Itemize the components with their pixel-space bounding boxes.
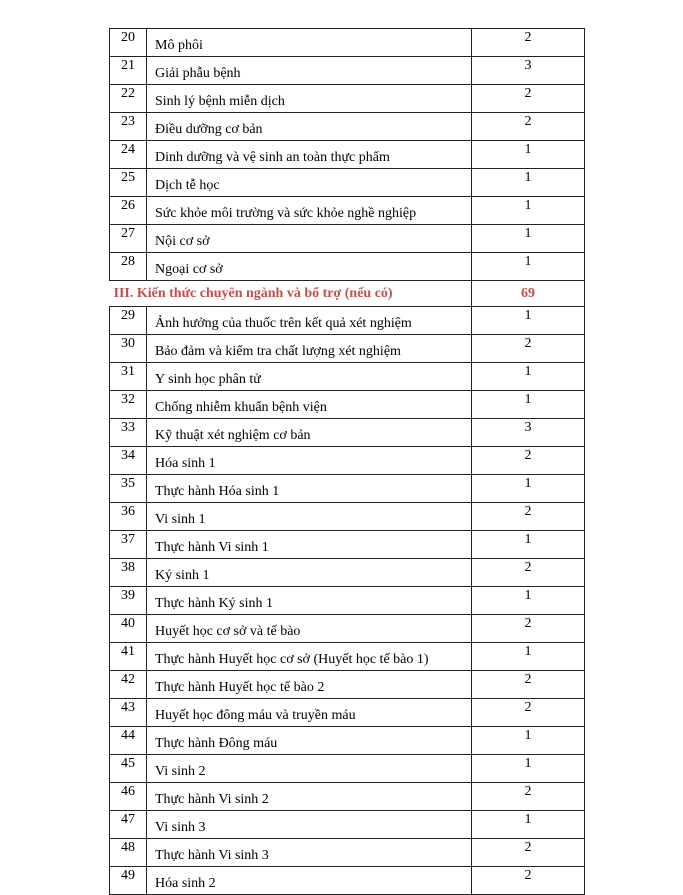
course-name: Mô phôi: [147, 29, 472, 57]
table-row: [110, 671, 585, 699]
row-number: 28: [110, 253, 147, 281]
course-name: Sinh lý bệnh miễn dịch: [147, 85, 472, 113]
table-row: [110, 113, 585, 141]
course-credits: 2: [472, 671, 585, 699]
table-row: [110, 57, 585, 85]
course-name: Dinh dưỡng và vệ sinh an toàn thực phẩm: [147, 141, 472, 169]
course-credits: 1: [472, 253, 585, 281]
course-credits: 1: [472, 727, 585, 755]
section-credit-total: 69: [472, 281, 585, 307]
table-row: [110, 307, 585, 335]
row-number: 20: [110, 29, 147, 57]
course-name: Dịch tễ học: [147, 169, 472, 197]
row-number: 41: [110, 643, 147, 671]
course-name: Kỹ thuật xét nghiệm cơ bản: [147, 419, 472, 447]
course-name: Nội cơ sở: [147, 225, 472, 253]
course-name: Thực hành Vi sinh 1: [147, 531, 472, 559]
course-name: Giải phẫu bệnh: [147, 57, 472, 85]
course-name: Thực hành Đông máu: [147, 727, 472, 755]
table-row: [110, 391, 585, 419]
course-name: Điều dưỡng cơ bản: [147, 113, 472, 141]
course-name: Hóa sinh 1: [147, 447, 472, 475]
course-name: Thực hành Vi sinh 2: [147, 783, 472, 811]
course-name: Vi sinh 3: [147, 811, 472, 839]
course-name: Ký sinh 1: [147, 559, 472, 587]
curriculum-table: [109, 28, 585, 895]
table-row: [110, 867, 585, 895]
table-row: [110, 727, 585, 755]
course-credits: 2: [472, 503, 585, 531]
row-number: 46: [110, 783, 147, 811]
table-row: [110, 783, 585, 811]
row-number: 40: [110, 615, 147, 643]
row-number: 27: [110, 225, 147, 253]
table-row: [110, 29, 585, 57]
course-credits: 3: [472, 419, 585, 447]
table-row: [110, 839, 585, 867]
row-number: 42: [110, 671, 147, 699]
curriculum-table-body: [110, 29, 585, 895]
table-row: [110, 755, 585, 783]
table-row: [110, 197, 585, 225]
course-credits: 1: [472, 141, 585, 169]
table-row: [110, 531, 585, 559]
row-number: 21: [110, 57, 147, 85]
course-name: Thực hành Huyết học tế bào 2: [147, 671, 472, 699]
course-credits: 1: [472, 197, 585, 225]
row-number: 34: [110, 447, 147, 475]
row-number: 25: [110, 169, 147, 197]
table-row: [110, 699, 585, 727]
course-name: Huyết học cơ sở và tế bào: [147, 615, 472, 643]
table-row: [110, 447, 585, 475]
course-credits: 1: [472, 531, 585, 559]
course-name: Thực hành Hóa sinh 1: [147, 475, 472, 503]
course-name: Bảo đảm và kiểm tra chất lượng xét nghiệm: [147, 335, 472, 363]
row-number: 37: [110, 531, 147, 559]
row-number: 35: [110, 475, 147, 503]
course-credits: 2: [472, 615, 585, 643]
table-row: [110, 253, 585, 281]
course-credits: 2: [472, 783, 585, 811]
course-name: Thực hành Vi sinh 3: [147, 839, 472, 867]
table-row: [110, 225, 585, 253]
row-number: 48: [110, 839, 147, 867]
table-row: [110, 587, 585, 615]
row-number: 39: [110, 587, 147, 615]
course-credits: 2: [472, 29, 585, 57]
course-name: Thực hành Huyết học cơ sở (Huyết học tế bào 1): [147, 643, 472, 671]
course-credits: 1: [472, 643, 585, 671]
course-credits: 2: [472, 699, 585, 727]
course-name: Huyết học đông máu và truyền máu: [147, 699, 472, 727]
course-credits: 1: [472, 307, 585, 335]
course-credits: 2: [472, 447, 585, 475]
course-credits: 1: [472, 755, 585, 783]
course-credits: 2: [472, 559, 585, 587]
course-name: Sức khỏe môi trường và sức khỏe nghề nghiệp: [147, 197, 472, 225]
course-credits: 2: [472, 85, 585, 113]
course-credits: 2: [472, 839, 585, 867]
row-number: 22: [110, 85, 147, 113]
section-header-row: [110, 281, 585, 307]
course-credits: 1: [472, 363, 585, 391]
table-row: [110, 475, 585, 503]
table-row: [110, 169, 585, 197]
row-number: 45: [110, 755, 147, 783]
course-credits: 1: [472, 169, 585, 197]
table-row: [110, 335, 585, 363]
section-title: III. Kiến thức chuyên ngành và bổ trợ (nếu có): [110, 281, 472, 307]
course-credits: 1: [472, 587, 585, 615]
course-name: Thực hành Ký sinh 1: [147, 587, 472, 615]
row-number: 47: [110, 811, 147, 839]
table-row: [110, 85, 585, 113]
table-row: [110, 643, 585, 671]
course-name: Chống nhiễm khuẩn bệnh viện: [147, 391, 472, 419]
course-credits: 2: [472, 335, 585, 363]
course-name: Hóa sinh 2: [147, 867, 472, 895]
table-row: [110, 559, 585, 587]
course-name: Vi sinh 2: [147, 755, 472, 783]
row-number: 26: [110, 197, 147, 225]
row-number: 33: [110, 419, 147, 447]
table-row: [110, 503, 585, 531]
course-name: Ngoại cơ sở: [147, 253, 472, 281]
course-credits: 3: [472, 57, 585, 85]
row-number: 38: [110, 559, 147, 587]
row-number: 24: [110, 141, 147, 169]
row-number: 30: [110, 335, 147, 363]
course-credits: 1: [472, 225, 585, 253]
row-number: 29: [110, 307, 147, 335]
table-row: [110, 419, 585, 447]
course-credits: 2: [472, 867, 585, 895]
curriculum-table-wrapper: [109, 28, 584, 895]
course-credits: 1: [472, 391, 585, 419]
course-name: Vi sinh 1: [147, 503, 472, 531]
table-row: [110, 141, 585, 169]
course-credits: 1: [472, 811, 585, 839]
table-row: [110, 811, 585, 839]
row-number: 23: [110, 113, 147, 141]
row-number: 43: [110, 699, 147, 727]
row-number: 36: [110, 503, 147, 531]
row-number: 31: [110, 363, 147, 391]
row-number: 32: [110, 391, 147, 419]
course-credits: 1: [472, 475, 585, 503]
table-row: [110, 615, 585, 643]
course-name: Y sinh học phân tử: [147, 363, 472, 391]
row-number: 49: [110, 867, 147, 895]
course-name: Ảnh hưởng của thuốc trên kết quả xét nghiệm: [147, 307, 472, 335]
table-row: [110, 363, 585, 391]
row-number: 44: [110, 727, 147, 755]
course-credits: 2: [472, 113, 585, 141]
